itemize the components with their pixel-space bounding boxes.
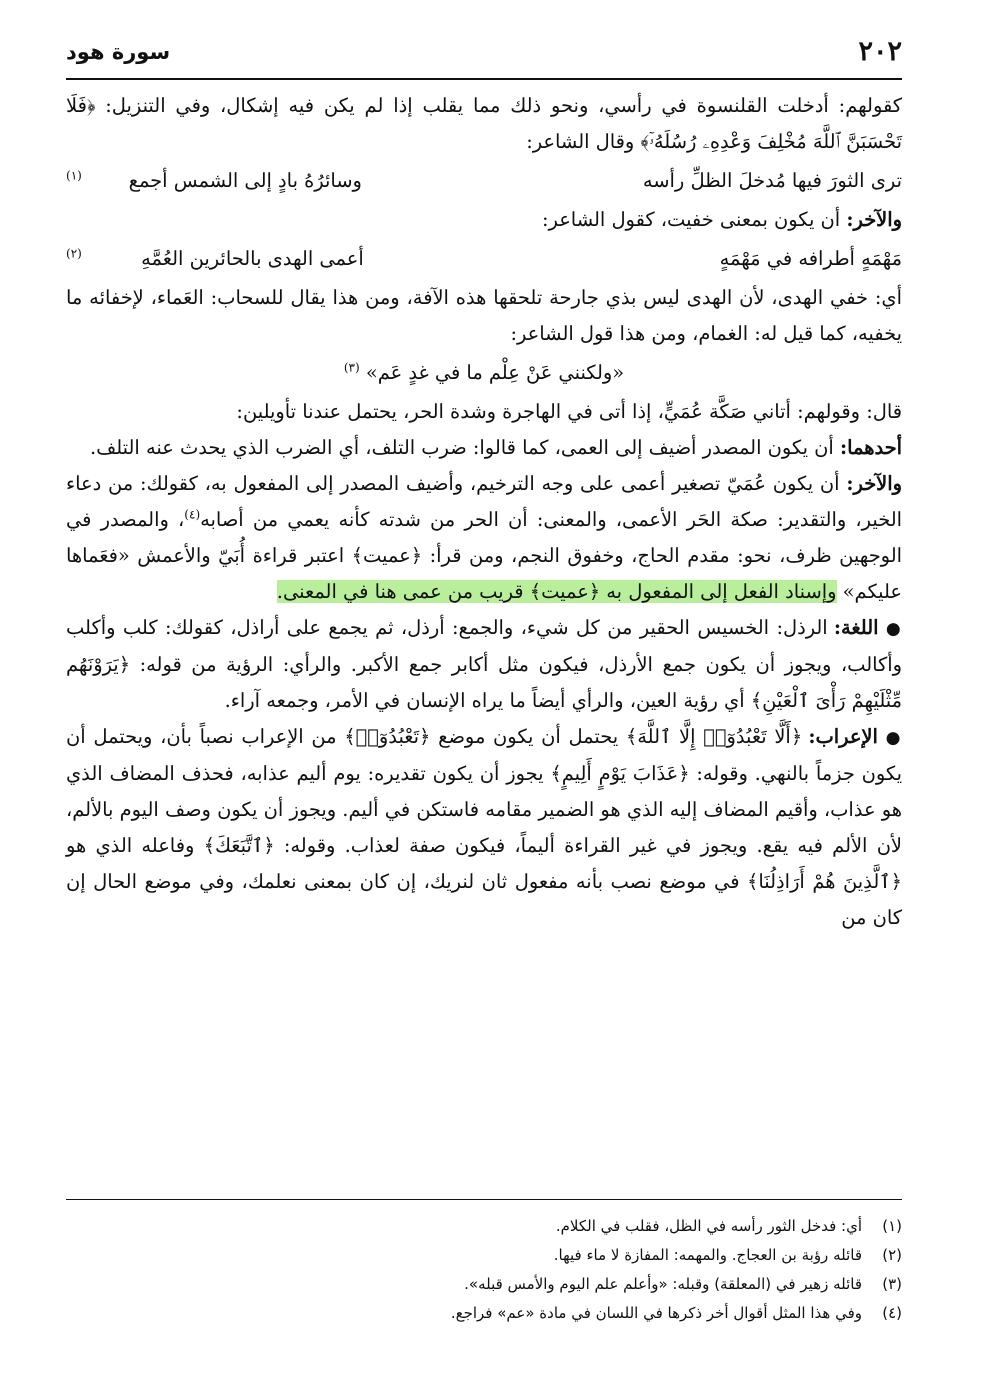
paragraph-2-lead: والآخر: (846, 208, 902, 231)
bullet-icon: ● (885, 619, 903, 639)
footnote-ref-3[interactable]: (٣) (343, 360, 360, 375)
paragraph-6 (66, 466, 902, 610)
verse-1-second-hemistich: وسائرُهُ بادٍ إلى الشمس أجمع (128, 169, 362, 192)
paragraph-6-text-a: أن يكون عُمَيّ تصغير أعمى على وجه الترخيم، وأضيف المصدر إلى المفعول به، كقولك: من دعاء الخير، والتقدير: صكة الحَر الأعمى، والمعنى: أن الحر من شدته كأنه يعمي من أصابه (66, 472, 903, 531)
footnote-number: (٢) (882, 1246, 902, 1264)
paragraph-8 (66, 719, 902, 936)
verse-2 (66, 240, 902, 278)
paragraph-6-text-b: ، والمصدر في الوجهين ظرف، نحو: مقدم الحاج، وخفوق النجم، ومن قرأ: ﴿عميت﴾ اعتبر قراءة أُبَيّ والأعمش «فعَماها عليكم» (66, 508, 902, 603)
footnote-2 (66, 1241, 902, 1270)
paragraph-1: كقولهم: أدخلت القلنسوة في رأسي، ونحو ذلك مما يقلب إذا لم يكن فيه إشكال، وفي التنزيل: ﴿فَلَا تَحْسَبَنَّ ٱللَّهَ مُخْلِفَ وَعْدِهِۦ رُسُلَهُۥٓ﴾ وقال الشاعر: (66, 94, 902, 153)
paragraph-6-lead: والآخر: (846, 472, 902, 495)
footnotes (66, 1199, 902, 1328)
footnote-4 (66, 1299, 902, 1328)
footnote-1 (66, 1212, 902, 1241)
paragraph-2 (66, 202, 902, 238)
paragraph-7-text: الرذل: الخسيس الحقير من كل شيء، والجمع: أرذل، ثم يجمع على أراذل، كقولك: كلب وأكلب وأكالب، ويجوز أن يكون جمع الأرذل، فيكون مثل أكابر جمع الأكبر. والرأي: الرؤية من قوله: ﴿يَرَوْنَهُم مِّثْلَيْهِمْ رَأْىَ ٱلْعَيْنِ﴾ أي رؤية العين، والرأي أيضاً ما يراه الإنسان في الأمر، وجمعه آراء. (66, 616, 902, 712)
footnote-number: (١) (882, 1217, 902, 1235)
footnote-number: (٤) (882, 1304, 902, 1322)
paragraph-3: أي: خفي الهدى، لأن الهدى ليس بذي جارحة تلحقها هذه الآفة، ومن هذا يقال للسحاب: العَماء، لإخفائه ما يخفيه، كما قيل له: الغمام، ومن هذا قول الشاعر: (66, 286, 902, 345)
bullet-icon: ● (885, 728, 903, 748)
footnote-ref-1[interactable]: (١) (66, 168, 82, 183)
footnote-number: (٣) (882, 1275, 902, 1293)
verse-1-first-hemistich: ترى الثورَ فيها مُدخلَ الظلِّ رأسه (642, 169, 902, 192)
footnote-text: قائله زهير في (المعلقة) وقبله: «وأعلم علم اليوم والأمس قبله». (464, 1275, 862, 1293)
verse-2-second-hemistich: أعمى الهدى بالحائرين العُمَّهِ (141, 247, 364, 270)
footnote-3 (66, 1270, 902, 1299)
paragraph-7 (66, 610, 902, 719)
footnote-text: قائله رؤبة بن العجاج. والمهمه: المفازة لا ماء فيها. (553, 1246, 862, 1264)
page-header (66, 34, 902, 80)
paragraph-5-lead: أحدهما: (839, 436, 902, 459)
paragraph-4: قال: وقولهم: أتاني صَكَّة عُمَيٍّ، إذا أتى في الهاجرة وشدة الحر، يحتمل عندنا تأويلين: (236, 400, 902, 423)
section-heading-grammar: الإعراب: (808, 725, 878, 748)
verse-1 (66, 162, 902, 200)
paragraph-8-text: ﴿أَلَّا تَعْبُدُوٓا۟ إِلَّا ٱللَّهَ﴾ يحتمل أن يكون موضع ﴿تَعْبُدُوٓا۟﴾ من الإعراب نصباً بأن، ويحتمل أن يكون جزماً بالنهي. وقوله: ﴿عَذَابَ يَوْمٍ أَلِيمٍ﴾ يجوز أن يكون تقديره: يوم أليم عذابه، فحذف المضاف الذي هو عذاب، وأقيم المضاف إليه الذي هو الضمير مقامه فاستكن في أليم. ويجوز أن يكون وصف اليوم بالألم، لأن الألم فيه يقع. ويجوز في غير القراءة أليماً، فيكون صفة لعذاب. وقوله: ﴿ٱتَّبَعَكَ﴾ وفاعله الذي هو ﴿ٱلَّذِينَ هُمْ أَرَاذِلُنَا﴾ في موضع نصب بأنه مفعول ثان لنريك، إن كان بمعنى نعلمك، وفي موضع الحال إن كان من (66, 725, 902, 929)
verse-3 (66, 354, 902, 392)
footnote-text: أي: فدخل الثور رأسه في الظل، فقلب في الكلام. (555, 1217, 862, 1235)
main-text (66, 88, 902, 936)
paragraph-2-text: أن يكون بمعنى خفيت، كقول الشاعر: (542, 208, 847, 231)
footnote-ref-2[interactable]: (٢) (66, 246, 82, 261)
verse-2-first-hemistich: مَهْمَهٍ أطرافه في مَهْمَهٍ (719, 247, 902, 270)
paragraph-5-text: أن يكون المصدر أضيف إلى العمى، كما قالوا: ضرب التلف، أي الضرب الذي يحدث عنه التلف. (90, 436, 840, 459)
page-number: ٢٠٢ (858, 36, 902, 67)
footnote-text: وفي هذا المثل أقوال أخر ذكرها في اللسان في مادة «عم» فراجع. (450, 1304, 862, 1322)
highlighted-text[interactable]: وإسناد الفعل إلى المفعول به ﴿عميت﴾ قريب من عمى هنا في المعنى. (276, 580, 837, 603)
paragraph-5 (66, 430, 902, 466)
verse-3-text: «ولكنني عَنْ عِلْم ما في غدٍ عَم» (365, 361, 625, 384)
footnote-ref-4[interactable]: (٤) (184, 507, 201, 522)
section-heading-language: اللغة: (833, 616, 879, 639)
surah-title: سورة هود (66, 40, 171, 64)
